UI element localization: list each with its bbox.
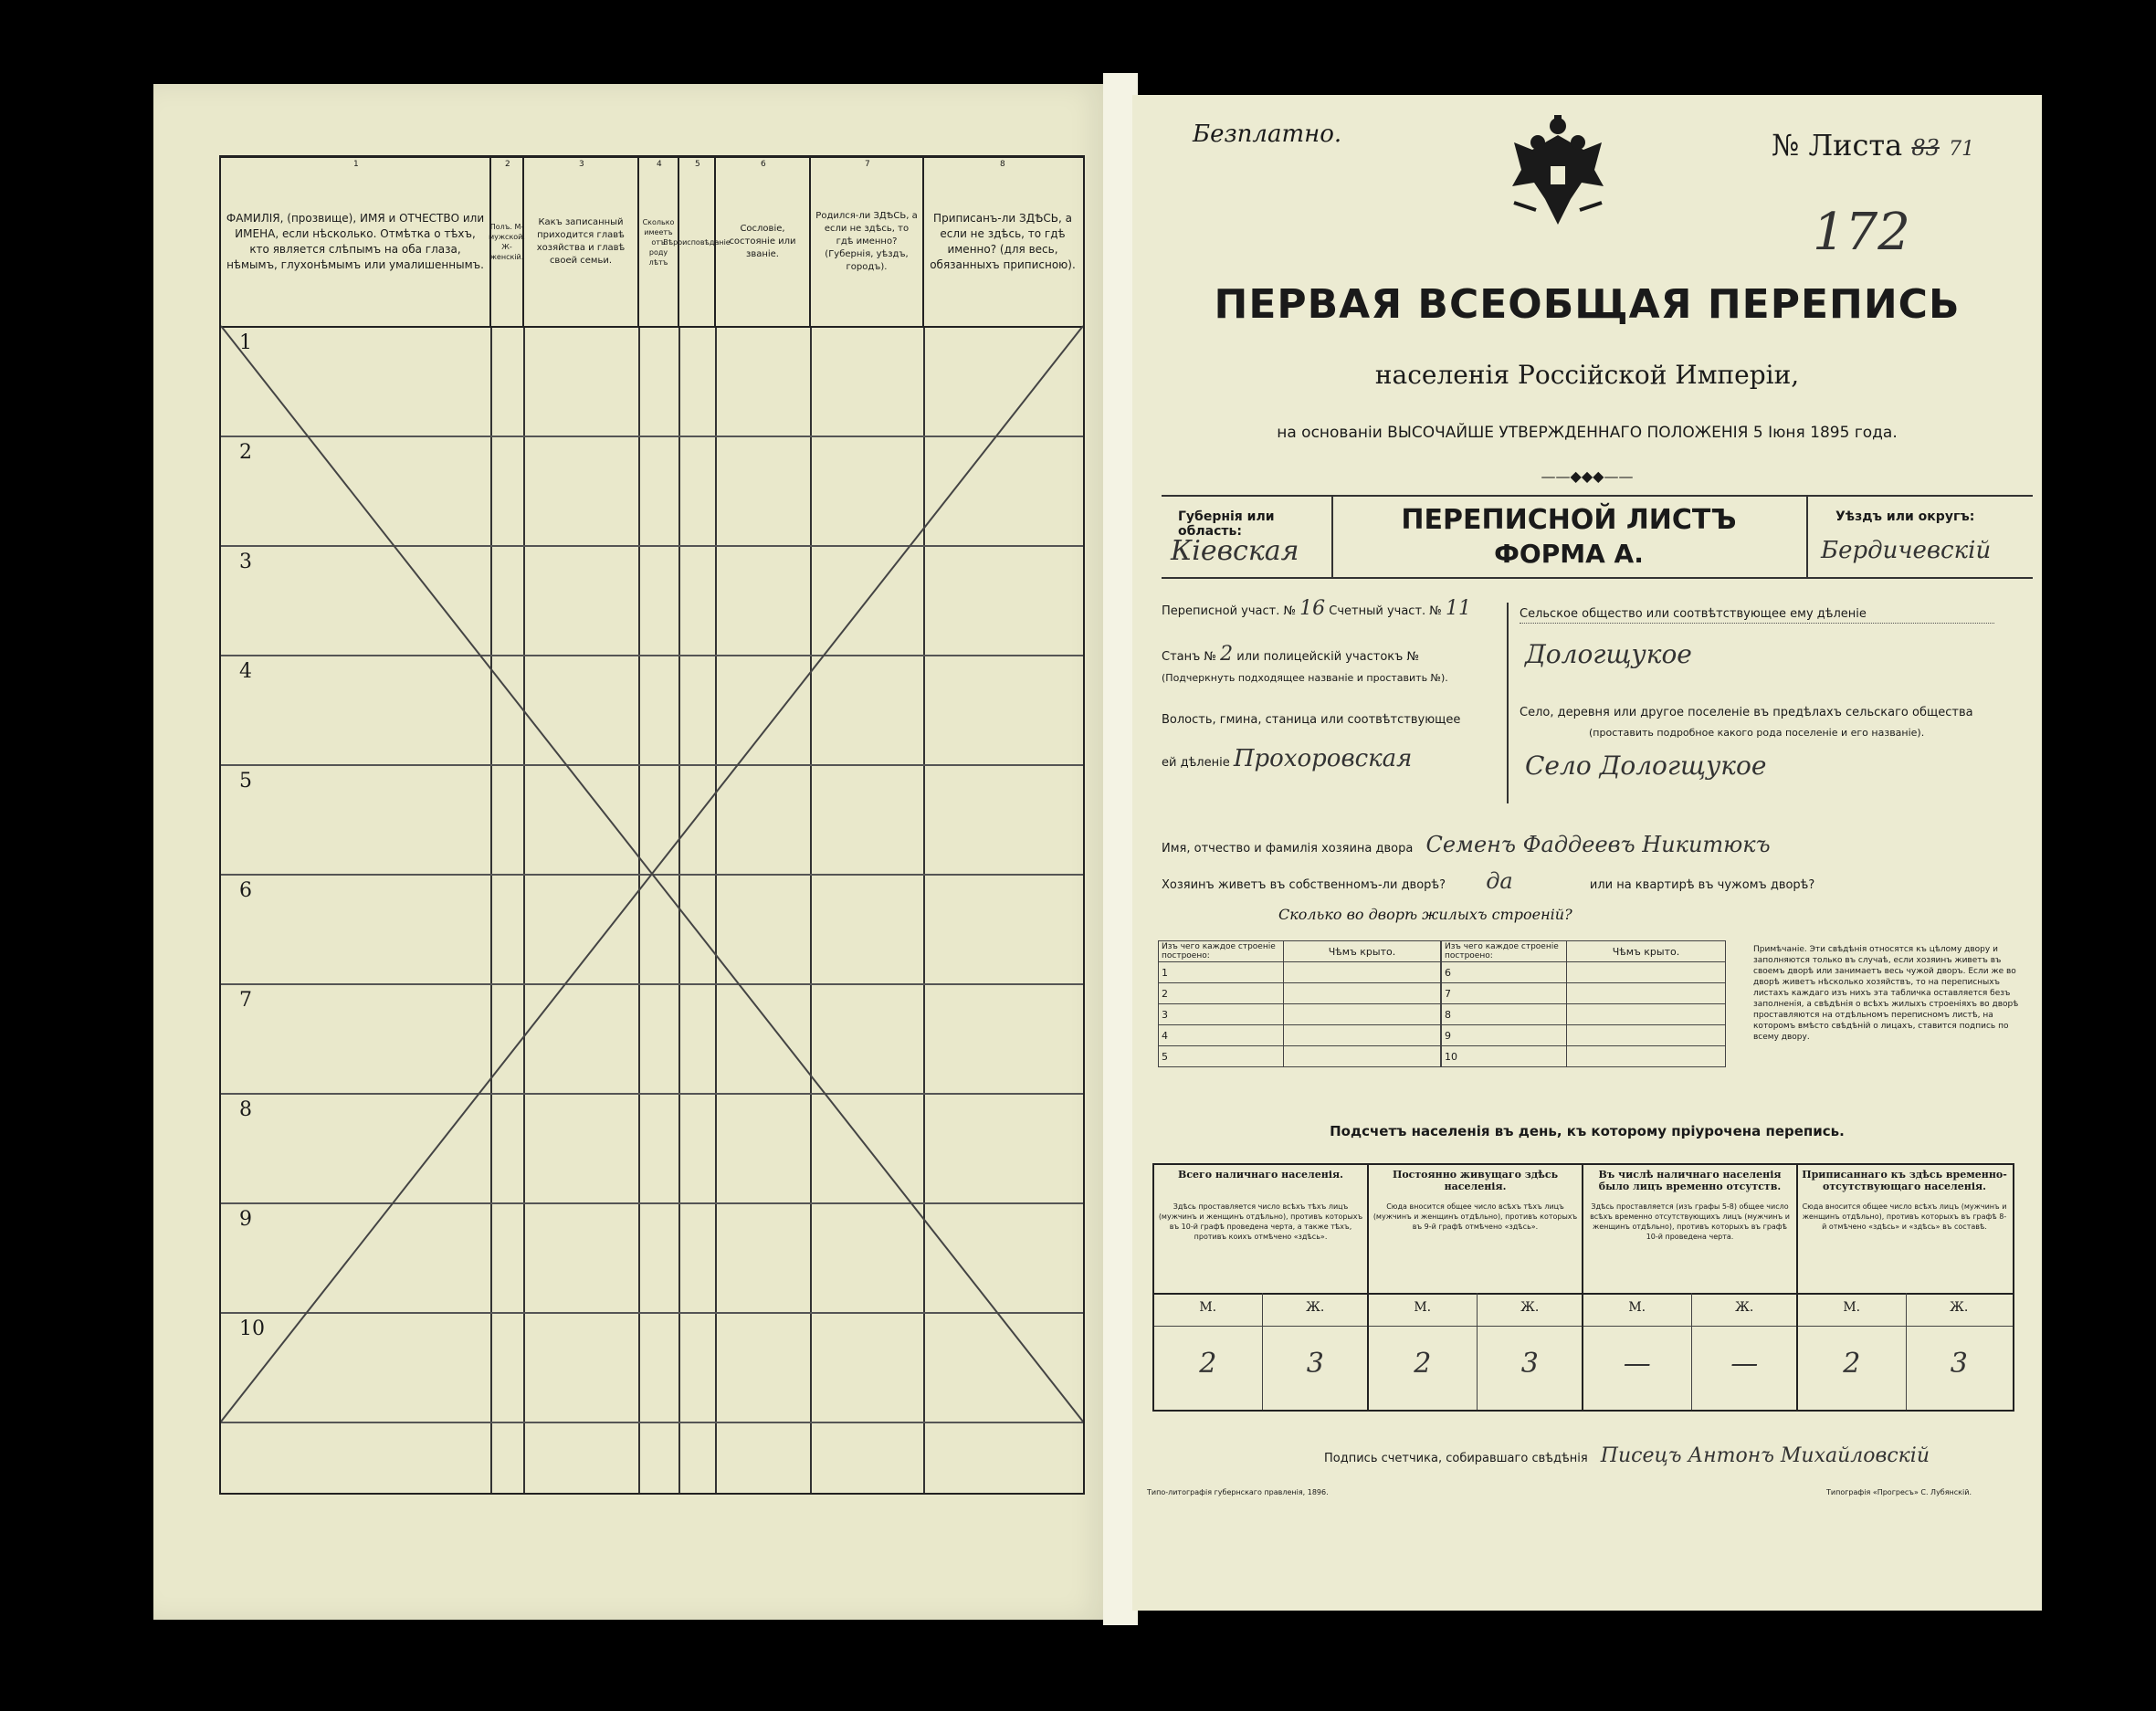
male-label: М. [1414,1300,1432,1315]
male-label: М. [1199,1300,1217,1315]
field-divider [1507,603,1509,803]
lives-line [1162,868,2011,894]
bld-head-1: Изъ чего каждое строеніе построено: [1442,941,1567,962]
stan-note: (Подчеркнуть подходящее названіе и проставить №). [1162,672,1448,684]
column-number: 6 [761,160,766,169]
stan-tail: или полицейскій участокъ № [1236,650,1419,664]
count-head: Въ числѣ наличнаго населенія было лицъ временно отсутств. [1598,1169,1782,1192]
obshchestvo-label: Сельское общество или соотвѣтствующее ему дѣленіе [1520,606,1994,624]
count-column [1583,1165,1798,1410]
female-count: 3 [1520,1348,1539,1380]
row-number: 10 [239,1317,265,1340]
perepis-uch-value: 16 [1299,597,1326,620]
volost-label2: ей дѣленіе [1162,756,1230,770]
count-column [1369,1165,1583,1410]
mz-rule [1369,1326,1582,1327]
mz-rule [1369,1293,1582,1295]
gubernia-box [1162,497,1333,577]
census-grid [219,155,1085,1495]
column-header: Вѣроисповѣданіе [679,158,716,326]
note-text: Примѣчаніе. Эти свѣдѣнія относятся къ цѣлому двору и заполняются только въ случаѣ, если хозяинъ живетъ въ своемъ дворѣ или занимаетъ весь чужой дворъ. Если же во дворѣ живетъ нѣсколько хозяйствъ, то на переписныхъ листахъ каждаго изъ нихъ эта табличка оставляется безъ заполненія, а свѣдѣнія о всѣхъ жилыхъ строеніяхъ во дворѣ проставляются на отдѣльномъ переписномъ листѣ, на которомъ вмѣсто свѣдѣній о лицахъ, ставится подпись по всему двору. [1753,945,2019,1042]
sheet-number [1772,128,1974,163]
column-number: 5 [695,160,700,169]
column-header: ФАМИЛІЯ, (прозвище), ИМЯ и ОТЧЕСТВО или ИМЕНА, если нѣсколько. Отмѣтка о тѣхъ, кто является слѣпымъ на оба глаза, нѣмымъ, глухонѣмымъ или умалишеннымъ. [221,158,491,326]
count-title: Подсчетъ населенія въ день, къ которому пріурочена перепись. [1330,1123,1845,1139]
selo-note: (проставить подробное какого рода поселеніе и его названіе). [1589,727,1925,739]
buildings-label: Сколько во дворѣ жилыхъ строеній? [1278,906,1572,923]
title-sub: населенія Россійской Имперіи, [1374,360,1800,390]
volost-value: Прохоровская [1233,745,1413,772]
imperial-eagle-emblem [1505,115,1611,230]
column-header: Сколько имеетъ отъ роду лѣтъ [639,158,679,326]
printer-right: Типографія «Прогресъ» С. Лубянскій. [1826,1488,1972,1496]
column-header: Сословіе, состояніе или званіе. [716,158,811,326]
female-label: Ж. [1306,1300,1325,1315]
count-head: Всего наличнаго населенія. [1178,1169,1343,1181]
row-number: 8 [239,1098,252,1121]
male-count: 2 [1199,1348,1217,1380]
male-count: 2 [1414,1348,1432,1380]
column-number: 7 [865,160,870,169]
volost-label: Волость, гмина, станица или соотвѣтствующее [1162,713,1461,727]
form-sub: ФОРМА А. [1494,539,1644,569]
count-desc: Здѣсь проставляется (изъ графы 5-8) общее число всѣхъ временно отсутствующихъ лицъ (мужчинъ и женщинъ отдѣльно), противъ которыхъ въ графѣ 10-й проведена черта. [1590,1202,1790,1241]
column-header: Полъ. М-мужской. Ж-женскій. [491,158,524,326]
free-label: Безплатно. [1193,121,1342,148]
bld-row: 6 [1442,962,1567,983]
uezd-label: Уѣздъ или округъ: [1835,509,1975,524]
title-main: ПЕРВАЯ ВСЕОБЩАЯ ПЕРЕПИСЬ [1214,281,1961,328]
gubernia-value: Кіевская [1171,535,1299,567]
row-number: 9 [239,1208,252,1231]
form-header-band [1162,495,2033,579]
gubernia-label: Губернія или область: [1178,509,1275,539]
uezd-value: Бердичевскій [1821,537,1992,564]
row-number: 4 [239,660,252,683]
row-number: 6 [239,879,252,902]
ornament: ——◆◆◆—— [1541,467,1634,485]
schet-uch-label: Счетный участ. № [1329,604,1442,618]
big-number: 172 [1813,203,1910,262]
left-page [153,84,1110,1620]
bld-head-2: Чѣмъ крыто. [1284,941,1441,962]
signature-label: Подпись счетчика, собиравшаго свѣдѣнія [1324,1452,1588,1465]
uezd-box [1806,497,2033,577]
mz-rule [1154,1293,1367,1295]
count-desc: Сюда вносится общее число всѣхъ лицъ (мужчинъ и женщинъ отдѣльно), противъ которыхъ въ графѣ 8-й отмѣчено «здѣсь» и «здѣсь» въ составѣ. [1802,1202,2007,1231]
row-number: 2 [239,441,252,464]
selo-label: Село, деревня или другое поселеніе въ предѣлахъ сельскаго общества [1520,706,1973,719]
bld-row: 9 [1442,1025,1567,1046]
cross-out-lines [221,158,1083,1493]
uchastok-line [1162,597,1509,620]
column-number: 2 [505,160,510,169]
buildings-table-right [1441,940,1726,1067]
female-label: Ж. [1950,1300,1969,1315]
female-count: 3 [1950,1348,1968,1380]
population-count-table [1152,1163,2014,1412]
male-count: — [1623,1348,1651,1380]
bld-row: 2 [1159,983,1284,1004]
bld-head-1: Изъ чего каждое строеніе построено: [1159,941,1284,962]
count-desc: Сюда вносится общее число всѣхъ тѣхъ лицъ (мужчинъ и женщинъ отдѣльно), противъ которыхъ въ 9-й графѣ отмѣчено «здѣсь». [1372,1202,1578,1231]
count-column [1798,1165,2013,1410]
form-title: ПЕРЕПИСНОЙ ЛИСТЪ [1401,504,1737,536]
count-head: Приписаннаго къ здѣсь временно-отсутствующаго населенія. [1802,1169,2007,1192]
lives-tail: или на квартирѣ въ чужомъ дворѣ? [1589,878,1815,892]
female-label: Ж. [1735,1300,1754,1315]
right-page [1132,95,2042,1611]
column-header: Какъ записанный приходится главѣ хозяйства и главѣ своей семьи. [524,158,639,326]
perepis-uch-label: Переписной участ. № [1162,604,1296,618]
bld-row: 7 [1442,983,1567,1004]
stan-value: 2 [1220,643,1234,666]
male-count: 2 [1843,1348,1861,1380]
title-basis: на основаніи ВЫСОЧАЙШЕ УТВЕРЖДЕННАГО ПОЛОЖЕНІЯ 5 Іюня 1895 года. [1277,424,1898,442]
bld-head-2: Чѣмъ крыто. [1567,941,1726,962]
row-number: 5 [239,770,252,793]
stan-line [1162,643,1509,666]
column-number: 8 [1000,160,1005,169]
count-column [1154,1165,1369,1410]
male-label: М. [1843,1300,1861,1315]
row-number: 1 [239,331,252,354]
bld-row: 8 [1442,1004,1567,1025]
lives-label: Хозяинъ живетъ въ собственномъ-ли дворѣ? [1162,878,1446,892]
column-header: Родился-ли ЗДѢСЬ, а если не здѣсь, то гдѣ именно? (Губернія, уѣздъ, городъ). [811,158,924,326]
female-count: 3 [1306,1348,1324,1380]
sheet-label: № Листа [1772,128,1903,163]
selo-value: Село Дологщукое [1525,751,1767,781]
owner-value: Семенъ Фаддеевъ Никитюкъ [1425,832,1771,857]
row-number: 3 [239,551,252,573]
column-header: Приписанъ-ли ЗДѢСЬ, а если не здѣсь, то гдѣ именно? (для весь, обязанныхъ приписною). [930,212,1076,271]
bld-row: 1 [1159,962,1284,983]
bld-row: 4 [1159,1025,1284,1046]
mz-rule [1583,1293,1796,1295]
row-number: 7 [239,989,252,1012]
column-number: 4 [657,160,662,169]
female-count: — [1730,1348,1759,1380]
bld-row: 5 [1159,1046,1284,1067]
count-head: Постоянно живущаго здѣсь населенія. [1392,1169,1559,1192]
signature-line [1324,1444,1930,1467]
owner-line [1162,832,2011,857]
volost-line [1162,745,1413,772]
column-number: 3 [579,160,584,169]
sheet-hand-old: 83 [1911,135,1940,161]
mz-rule [1154,1326,1367,1327]
lives-value: да [1486,868,1513,894]
column-number: 1 [353,160,359,169]
female-label: Ж. [1520,1300,1540,1315]
buildings-table-left [1158,940,1441,1067]
printer-left: Типо-литографія губернскаго правленія, 1896. [1147,1488,1329,1496]
schet-uch-value: 11 [1445,597,1471,620]
bld-row: 3 [1159,1004,1284,1025]
owner-label: Имя, отчество и фамилія хозяина двора [1162,842,1414,856]
count-desc: Здѣсь проставляется число всѣхъ тѣхъ лицъ (мужчинъ и женщинъ отдѣльно), противъ которыхъ въ 10-й графѣ проведена черта, а также тѣхъ, противъ коихъ отмѣчено «здѣсь». [1158,1202,1363,1241]
mz-rule [1583,1326,1796,1327]
sheet-hand-new: 71 [1949,138,1975,161]
signature-value: Писецъ Антонъ Михайловскій [1600,1444,1930,1467]
bld-row: 10 [1442,1046,1567,1067]
stan-label: Станъ № [1162,650,1216,664]
male-label: М. [1628,1300,1646,1315]
obshchestvo-value: Дологщукое [1525,639,1692,669]
